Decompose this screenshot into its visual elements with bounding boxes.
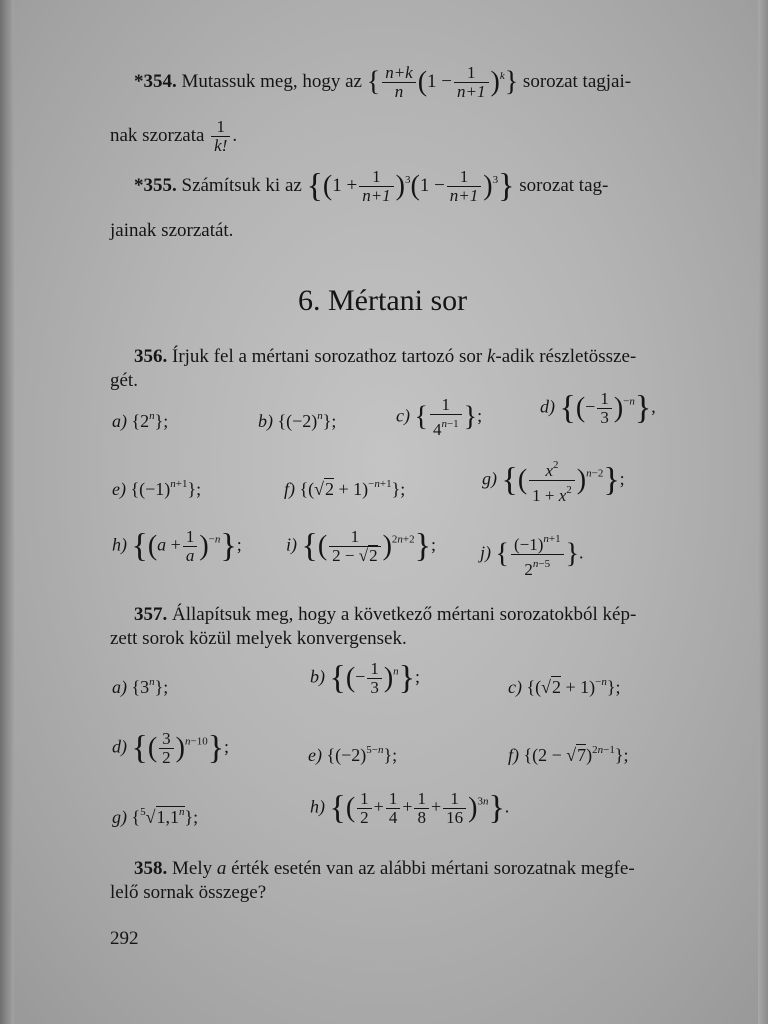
page-edge xyxy=(758,0,768,1024)
p356-row3-i: i) {( $\frac{1}{2 - √2}$ )$^{2n+2}$}; xyxy=(286,527,436,565)
p356-row1-d: d) {(− $\frac{1}{3}$ )$^{-n}$}, xyxy=(540,389,656,427)
problem-number: *355. xyxy=(134,174,177,196)
p356-row2-g: g) {( $\frac{x^2}{1 + x^2}$ )$^{n-2}$}; xyxy=(482,456,625,505)
problem-text: Mutassuk meg, hogy az xyxy=(181,70,362,92)
problem-number: *354. xyxy=(134,70,177,92)
section-title: 6. Mértani sor xyxy=(298,284,468,317)
problem-358-line2: lelő sornak összege? xyxy=(110,882,267,903)
page-number: 292 xyxy=(110,928,139,949)
p357-b: b) {(− $\frac{1}{3}$ )$^n$}; xyxy=(310,659,420,697)
p356-row2-f: f) $\{(√2 + 1)^{-n+1}\}$; xyxy=(284,478,406,499)
problem-358-line1: 358. Mely a érték esetén van az alábbi mértani sorozatnak megfe- xyxy=(134,858,635,879)
problem-355-line1: *355. Számítsuk ki az {(1 + $\frac{1}{n+1}$ )$^3$(1 − $\frac{1}{n+1}$ )$^3$} sorozat tag- xyxy=(134,167,609,205)
problem-number: 356. xyxy=(134,346,168,367)
p357-h: h) {( $\frac{1}{2}$ + $\frac{1}{4}$ + $\frac{1}{8}$ + $\frac{1}{16}$ )$^{3n}$}. xyxy=(310,789,510,827)
problem-356-line2: gét. xyxy=(110,370,138,391)
p356-row1-b: b) $\{(-2)^n\}$; xyxy=(258,410,337,431)
p356-row3-h: h) {(a + $\frac{1}{a}$ )$^{-n}$}; xyxy=(112,527,242,565)
p357-a: a) {3$^n$}; xyxy=(112,676,169,697)
problem-356-line1: 356. Írjuk fel a mértani sorozathoz tartozó sor k-adik részletössze- xyxy=(134,346,637,367)
problem-355-line2: jainak szorzatát. xyxy=(110,220,234,241)
p357-g: g) {$^5$√1,1$^n$}; xyxy=(112,806,199,827)
book-spine xyxy=(0,0,14,1024)
p357-f: f) $\{(2 - √7)^{2n-1}\}$; xyxy=(508,744,629,765)
problem-text: sorozat tagjai- xyxy=(522,70,632,92)
problem-354-line2: nak szorzata $\frac{1}{k!}$ . xyxy=(110,117,238,155)
problem-354-line1: *354. Mutassuk meg, hogy az { $\frac{n+k}{n}$ (1 − $\frac{1}{n+1}$ )$^k$} sorozat tagjai- xyxy=(134,63,632,101)
problem-number: 358. xyxy=(134,858,168,879)
p356-row1: a) {2$^n$}; xyxy=(112,410,169,431)
p357-d: d) {( $\frac{3}{2}$ )$^{n-10}$}; xyxy=(112,729,230,767)
p357-e: e) $\{(-2)^{5-n}\}$; xyxy=(308,744,398,765)
p356-row2-e: e) $\{(-1)^{n+1}\}$; xyxy=(112,478,202,499)
p356-row3-j: j) { $\frac{(-1)^{n+1}}{2^{n-5}}$ }. xyxy=(480,530,584,579)
p356-row1-c: c) { $\frac{1}{4^{n-1}}$ }; xyxy=(396,395,483,439)
problem-357-line1: 357. Állapítsuk meg, hogy a következő mértani sorozatokból kép- xyxy=(134,604,637,625)
problem-number: 357. xyxy=(134,604,168,625)
problem-357-line2: zett sorok közül melyek konvergensek. xyxy=(110,628,407,649)
p357-c: c) $\{(√2 + 1)^{-n}\}$; xyxy=(508,676,621,697)
